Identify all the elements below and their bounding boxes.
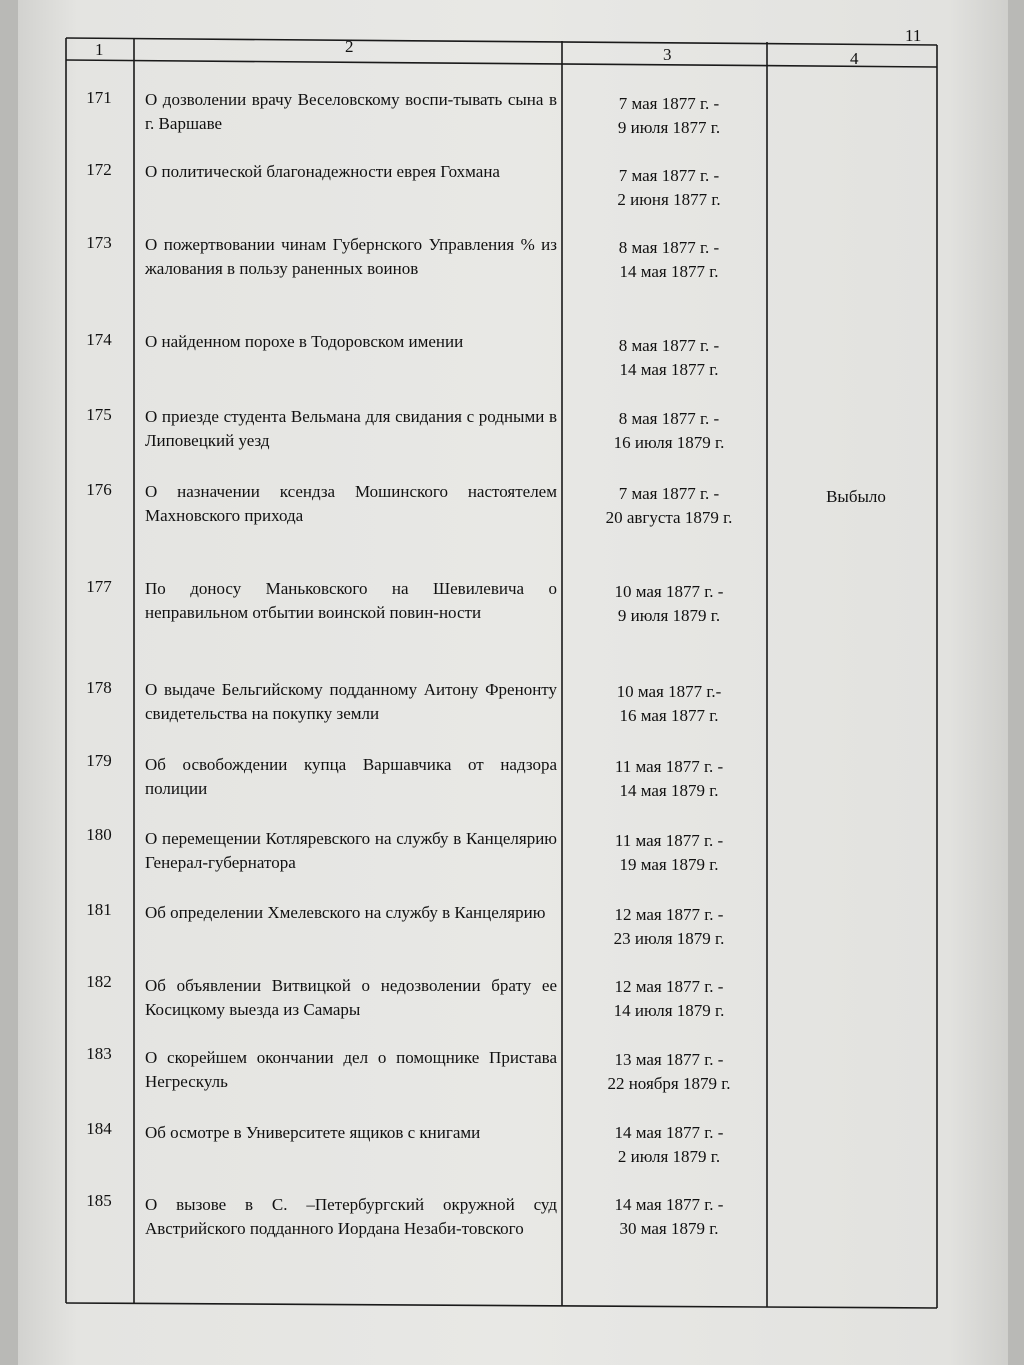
date-from: 13 мая 1877 г. - (614, 1050, 724, 1069)
row-number: 173 (86, 233, 112, 252)
case-title: По доносу Маньковского на Шевилевича о неправильном отбытии воинской повин-ности (145, 579, 557, 622)
column-header-4: 4 (850, 49, 859, 68)
date-range (572, 164, 766, 212)
row-number: 183 (86, 1044, 112, 1063)
row-number: 179 (86, 751, 112, 770)
case-title: О вызове в С. –Петербургский окружной суд Австрийского подданного Иордана Незаби-товского (145, 1195, 557, 1238)
date-to: 14 июля 1879 г. (613, 1001, 725, 1020)
row-number: 181 (86, 900, 112, 919)
date-range (572, 482, 766, 530)
date-to: 30 мая 1879 г. (619, 1219, 719, 1238)
row-number: 174 (86, 330, 112, 349)
date-range (572, 92, 766, 140)
case-title: О приезде студента Вельмана для свидания с родными в Липовецкий уезд (145, 407, 557, 450)
date-from: 8 мая 1877 г. - (618, 238, 720, 257)
case-title: О скорейшем окончании дел о помощнике Пристава Негрескуль (145, 1048, 557, 1091)
row-number: 185 (86, 1191, 112, 1210)
case-title: О выдаче Бельгийскому подданному Аитону Френонту свидетельства на покупку земли (145, 680, 557, 723)
date-range (572, 755, 766, 803)
column-header-2: 2 (345, 37, 354, 56)
row-number: 175 (86, 405, 112, 424)
date-from: 14 мая 1877 г. - (614, 1195, 724, 1214)
date-from: 10 мая 1877 г. - (614, 582, 724, 601)
row-number: 176 (86, 480, 112, 499)
date-from: 14 мая 1877 г. - (614, 1123, 724, 1142)
date-from: 8 мая 1877 г. - (618, 336, 720, 355)
date-range (572, 236, 766, 284)
date-from: 8 мая 1877 г. - (618, 409, 720, 428)
date-from: 12 мая 1877 г. - (614, 977, 724, 996)
date-range (572, 1193, 766, 1241)
date-to: 22 ноября 1879 г. (607, 1074, 731, 1093)
date-range (572, 1048, 766, 1096)
date-to: 9 июля 1877 г. (617, 118, 721, 137)
date-range (572, 975, 766, 1023)
case-title: Об освобождении купца Варшавчика от надзора полиции (145, 755, 557, 798)
row-number: 171 (86, 88, 112, 107)
date-range (572, 903, 766, 951)
date-from: 11 мая 1877 г. - (614, 831, 724, 850)
case-title: О пожертвовании чинам Губернского Управления % из жалования в пользу раненных воинов (145, 235, 557, 278)
row-number: 184 (86, 1119, 112, 1138)
date-range (572, 680, 766, 728)
date-range (572, 1121, 766, 1169)
row-number: 180 (86, 825, 112, 844)
case-title: О найденном порохе в Тодоровском имении (145, 332, 464, 351)
date-range (572, 829, 766, 877)
date-to: 16 июля 1879 г. (613, 433, 725, 452)
page-number: 11 (905, 26, 922, 45)
row-number: 177 (86, 577, 112, 596)
case-title: Об объявлении Витвицкой о недозволении брату ее Косицкому выезда из Самары (145, 976, 557, 1019)
date-to: 20 августа 1879 г. (605, 508, 733, 527)
remark-cell: Выбыло (826, 487, 886, 506)
date-range (572, 580, 766, 628)
date-from: 7 мая 1877 г. - (618, 484, 720, 503)
date-from: 12 мая 1877 г. - (614, 905, 724, 924)
case-title: О назначении ксендза Мошинского настоятелем Махновского прихода (145, 482, 557, 525)
column-header-3: 3 (663, 45, 672, 64)
case-title: Об осмотре в Университете ящиков с книгами (145, 1123, 481, 1142)
date-to: 16 мая 1877 г. (619, 706, 719, 725)
row-number: 172 (86, 160, 112, 179)
date-from: 10 мая 1877 г.- (616, 682, 722, 701)
case-title: О дозволении врачу Веселовскому воспи-тывать сына в г. Варшаве (145, 90, 557, 133)
date-range (572, 407, 766, 455)
case-title: О перемещении Котляревского на службу в Канцелярию Генерал-губернатора (145, 829, 557, 872)
case-title: Об определении Хмелевского на службу в Канцелярию (145, 903, 546, 922)
date-to: 23 июля 1879 г. (613, 929, 725, 948)
column-header-1: 1 (95, 40, 104, 59)
date-from: 7 мая 1877 г. - (618, 166, 720, 185)
case-title: О политической благонадежности еврея Гохмана (145, 162, 500, 181)
date-to: 14 мая 1879 г. (619, 781, 719, 800)
date-range (572, 334, 766, 382)
row-number: 182 (86, 972, 112, 991)
row-number: 178 (86, 678, 112, 697)
date-to: 14 мая 1877 г. (619, 360, 719, 379)
date-from: 11 мая 1877 г. - (614, 757, 724, 776)
date-to: 9 июля 1879 г. (617, 606, 721, 625)
date-to: 2 июня 1877 г. (617, 190, 721, 209)
date-from: 7 мая 1877 г. - (618, 94, 720, 113)
date-to: 19 мая 1879 г. (619, 855, 719, 874)
date-to: 2 июля 1879 г. (617, 1147, 721, 1166)
date-to: 14 мая 1877 г. (619, 262, 719, 281)
